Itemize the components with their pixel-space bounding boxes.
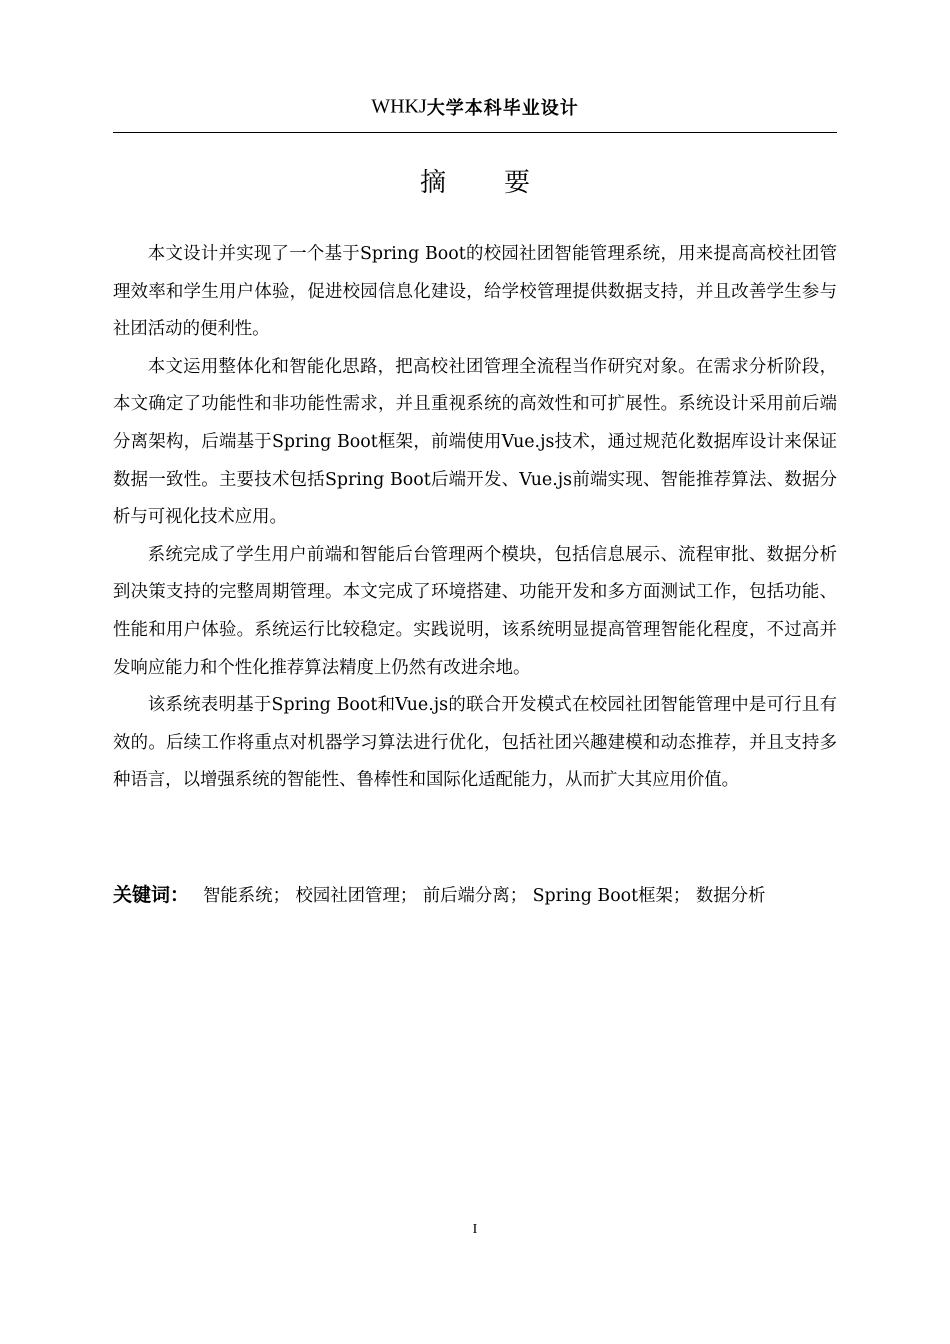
- header-divider: [113, 132, 837, 133]
- abstract-paragraph-2: 本文运用整体化和智能化思路，把高校社团管理全流程当作研究对象。在需求分析阶段，本文确定了功能性和非功能性需求，并且重视系统的高效性和可扩展性。系统设计采用前后端分离架构，后端基于Spring Boot框架，前端使用Vue.js技术，通过规范化数据库设计来保证数据一致性。主要技术包括Spring Boot后端开发、Vue.js前端实现、智能推荐算法、数据分析与可视化技术应用。: [113, 356, 837, 528]
- abstract-body: [113, 236, 837, 800]
- keywords-line: [113, 876, 837, 915]
- abstract-paragraph-1: 本文设计并实现了一个基于Spring Boot的校园社团智能管理系统，用来提高高校社团管理效率和学生用户体验，促进校园信息化建设，给学校管理提供数据支持，并且改善学生参与社团活动的便利性。: [113, 244, 837, 340]
- abstract-paragraph-4: 该系统表明基于Spring Boot和Vue.js的联合开发模式在校园社团智能管理中是可行且有效的。后续工作将重点对机器学习算法进行优化，包括社团兴趣建模和动态推荐，并且支持多种语言，以增强系统的智能性、鲁棒性和国际化适配能力，从而扩大其应用价值。: [113, 695, 837, 791]
- header-university-code: WHKJ: [371, 95, 427, 118]
- keywords-list: 智能系统； 校园社团管理； 前后端分离； Spring Boot框架； 数据分析: [203, 886, 766, 906]
- page-number: I: [472, 1222, 478, 1237]
- header-document-type: 大学本科毕业设计: [426, 98, 579, 119]
- abstract-paragraph-3: 系统完成了学生用户前端和智能后台管理两个模块，包括信息展示、流程审批、数据分析到决策支持的完整周期管理。本文完成了环境搭建、功能开发和多方面测试工作，包括功能、性能和用户体验。系统运行比较稳定。实践说明，该系统明显提高管理智能化程度，不过高并发响应能力和个性化推荐算法精度上仍然有改进余地。: [113, 544, 837, 678]
- abstract-title-char-2: 要: [504, 168, 531, 198]
- page-header: [113, 94, 837, 122]
- abstract-title: [113, 163, 837, 203]
- keywords-label: 关键词：: [113, 884, 190, 906]
- abstract-title-char-1: 摘: [419, 168, 446, 198]
